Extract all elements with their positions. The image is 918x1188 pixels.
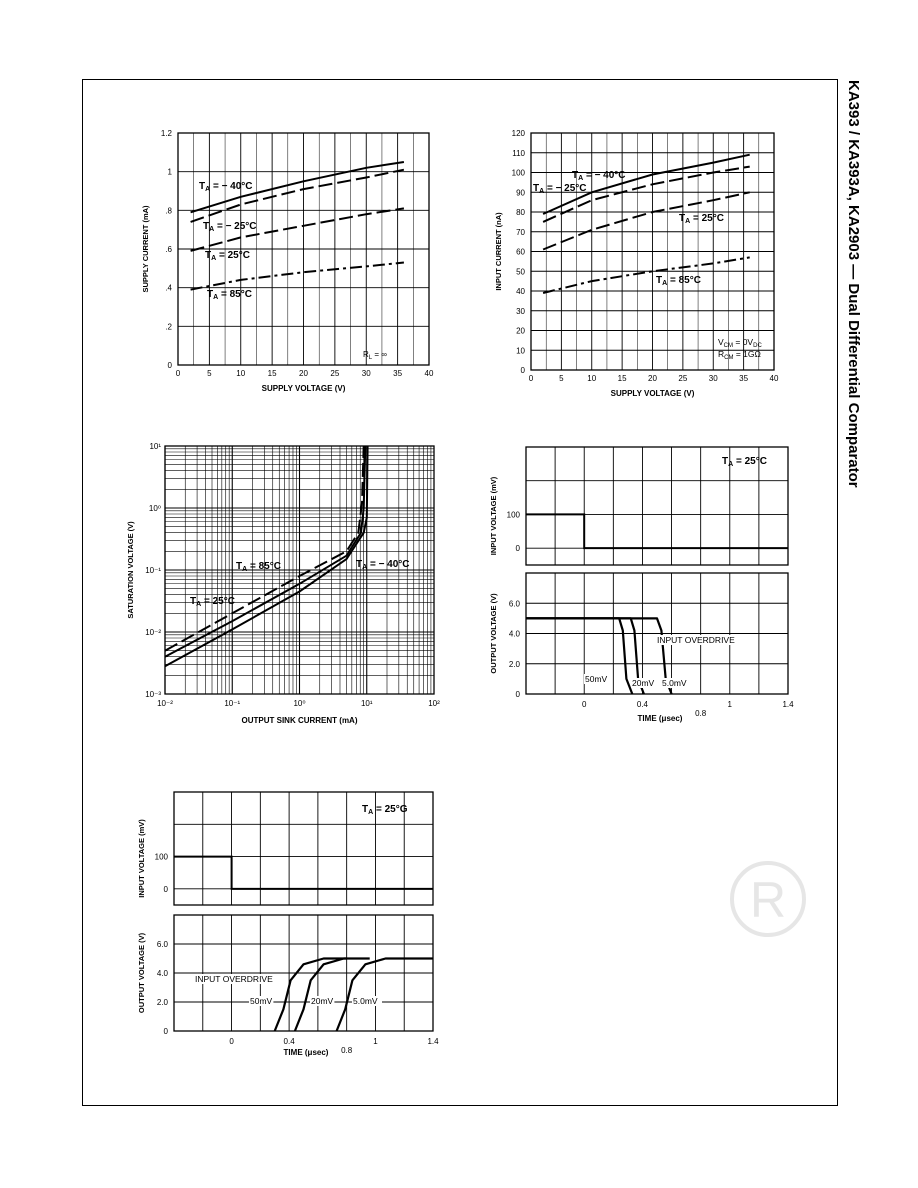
y-tick-label: 10⁰: [148, 504, 161, 513]
x-tick-label: 0.4: [636, 700, 649, 709]
y-tick-label: 4.0: [508, 629, 520, 639]
x-tick-label: 5: [207, 369, 212, 378]
y-tick-label: 0: [515, 544, 520, 554]
x-tick-label: 0.8: [695, 709, 707, 718]
y-tick-label: 6.0: [508, 599, 520, 609]
x-tick-label: 1.4: [427, 1037, 439, 1046]
registered-letter: R: [749, 872, 787, 928]
y-tick-label: .2: [165, 322, 172, 332]
y-tick-label: 1: [167, 167, 172, 177]
series-line: [191, 263, 404, 290]
x-tick-label: 20: [648, 374, 657, 383]
y-tick-label: 0: [520, 366, 525, 375]
series-label: 5.0mV: [662, 678, 687, 688]
input-step-line: [174, 857, 433, 889]
y-tick-label: 0: [167, 361, 172, 370]
series-label: $T_A = 85^\circ C$: [236, 561, 281, 573]
series-label: $T_A = 25^\circ C$: [205, 250, 250, 262]
y-axis-label-top: INPUT VOLTAGE (mV): [489, 476, 498, 556]
y-tick-label: 50: [516, 267, 525, 277]
x-tick-label: 5: [559, 374, 564, 383]
legend-title: INPUT OVERDRIVE: [657, 635, 735, 645]
series-line: [295, 959, 370, 1032]
y-tick-label: 10⁻¹: [145, 566, 161, 575]
x-tick-label: 25: [678, 374, 688, 383]
series-label: 5.0mV: [353, 996, 378, 1006]
y-tick-label: .4: [165, 283, 172, 293]
y-tick-label: 100: [511, 168, 525, 178]
y-tick-label: 10¹: [149, 442, 161, 451]
series-line: [275, 959, 347, 1032]
y-tick-label: 30: [516, 306, 525, 316]
y-tick-label: 10⁻²: [145, 628, 161, 637]
x-tick-label: 10²: [428, 699, 440, 708]
y-tick-label: 4.0: [156, 969, 168, 978]
series-label: $T_A$ = − 25°C: [533, 183, 587, 195]
chart-note: $R_L$ = ∞: [363, 350, 387, 361]
x-tick-label: 35: [393, 369, 403, 378]
saturation-voltage-chart: [126, 442, 440, 725]
x-tick-label: 30: [708, 374, 718, 383]
series-label: $T_A = 85^\circ C$: [207, 289, 252, 301]
y-tick-label: 100: [506, 510, 520, 520]
series-label: $T_A = 85^\circ C$: [656, 275, 701, 287]
y-tick-label: 0: [163, 1027, 168, 1036]
series-label: 50mV: [585, 674, 608, 684]
x-tick-label: 10⁰: [293, 699, 306, 708]
x-axis-label: SUPPLY VOLTAGE (V): [261, 384, 346, 393]
y-tick-label: 70: [516, 227, 525, 237]
y-tick-label: 2.0: [508, 659, 520, 669]
x-tick-label: 40: [769, 374, 779, 383]
x-tick-label: 40: [424, 369, 434, 378]
series-line: [191, 170, 404, 222]
series-line: [543, 257, 750, 293]
x-tick-label: 10⁻¹: [224, 699, 241, 708]
y-tick-label: 2.0: [156, 998, 168, 1007]
registered-mark: [732, 863, 804, 935]
x-tick-label: 15: [617, 374, 627, 383]
x-tick-label: 10: [236, 369, 246, 378]
x-axis-label: TIME (μsec): [283, 1048, 329, 1057]
response-negative-chart: [489, 447, 794, 723]
x-tick-label: 35: [739, 374, 749, 383]
x-axis-label: SUPPLY VOLTAGE (V): [610, 389, 695, 398]
x-tick-label: 15: [267, 369, 277, 378]
series-label: $T_A$ = − 40°C: [199, 181, 253, 193]
temperature-label: $T_A = 25^\circ C$: [722, 456, 767, 468]
x-tick-label: 30: [361, 369, 371, 378]
y-tick-label: 6.0: [156, 940, 168, 949]
series-label: $T_A$ = − 40°C: [572, 170, 626, 182]
series-label: 20mV: [311, 996, 334, 1006]
x-tick-label: 1: [373, 1037, 378, 1046]
y-axis-label-bottom: OUTPUT VOLTAGE (V): [489, 593, 498, 674]
series-line: [526, 618, 632, 694]
y-tick-label: 110: [512, 148, 525, 158]
y-tick-label: 80: [516, 208, 525, 217]
y-tick-label: .8: [165, 206, 172, 216]
y-tick-label: 90: [516, 188, 525, 198]
series-label: $T_A = 25^\circ C$: [190, 596, 235, 608]
x-tick-label: 0: [528, 374, 534, 383]
x-tick-label: 0: [581, 700, 587, 709]
input-step-line: [526, 514, 788, 548]
x-tick-label: 1: [727, 700, 733, 709]
y-axis-label-bottom: OUTPUT VOLTAGE (V): [137, 932, 146, 1014]
input-current-chart: [494, 129, 779, 398]
x-tick-label: 10⁻²: [157, 699, 173, 708]
legend-title: INPUT OVERDRIVE: [195, 974, 273, 984]
y-axis-label: SATURATION VOLTAGE (V): [126, 521, 135, 619]
y-tick-label: 10: [516, 346, 525, 356]
series-label: 20mV: [632, 678, 655, 688]
x-axis-label: OUTPUT SINK CURRENT (mA): [241, 716, 358, 725]
y-tick-label: 1.2: [160, 129, 172, 138]
series-label: $T_A = 25^\circ C$: [679, 213, 724, 225]
y-axis-label: INPUT CURRENT (nA): [494, 212, 503, 291]
chart-note: $R_{CM} = 1G\Omega$: [718, 349, 761, 361]
x-tick-label: 25: [330, 369, 340, 378]
x-tick-label: 10: [587, 374, 597, 383]
side-title-text: KA393 / KA393A, KA2903 — Dual Differential Comparator: [845, 80, 862, 488]
x-tick-label: 1.4: [782, 700, 794, 709]
temperature-label: $T_A = 25^\circ G$: [362, 804, 408, 816]
y-tick-label: 0: [163, 884, 168, 894]
x-tick-label: 0: [175, 369, 181, 378]
x-tick-label: 0.8: [341, 1046, 353, 1055]
y-axis-label: SUPPLY CURRENT (mA): [141, 205, 150, 293]
supply-current-chart: [141, 129, 434, 393]
response-positive-chart: [137, 792, 439, 1057]
y-tick-label: 10⁻³: [145, 690, 161, 699]
series-line: [337, 959, 433, 1032]
y-tick-label: 60: [516, 247, 525, 257]
y-axis-label-top: INPUT VOLTAGE (mV): [137, 819, 146, 898]
series-label: 50mV: [250, 996, 273, 1006]
y-tick-label: 20: [516, 326, 525, 336]
y-tick-label: 100: [154, 852, 168, 862]
x-tick-label: 10¹: [360, 699, 373, 708]
y-tick-label: 0: [515, 690, 520, 699]
x-tick-label: 20: [299, 369, 308, 378]
series-label: $T_A$ = − 25°C: [203, 221, 257, 233]
y-tick-label: 120: [511, 129, 525, 138]
y-tick-label: .6: [165, 245, 172, 254]
x-axis-label: TIME (μsec): [637, 714, 683, 723]
series-label: $T_A$ = − 40°C: [356, 559, 410, 571]
y-tick-label: 40: [516, 287, 525, 296]
x-tick-label: 0: [229, 1037, 234, 1046]
chart-note: $V_{CM} = 0V_{DC}$: [718, 337, 762, 349]
x-tick-label: 0.4: [283, 1037, 295, 1046]
